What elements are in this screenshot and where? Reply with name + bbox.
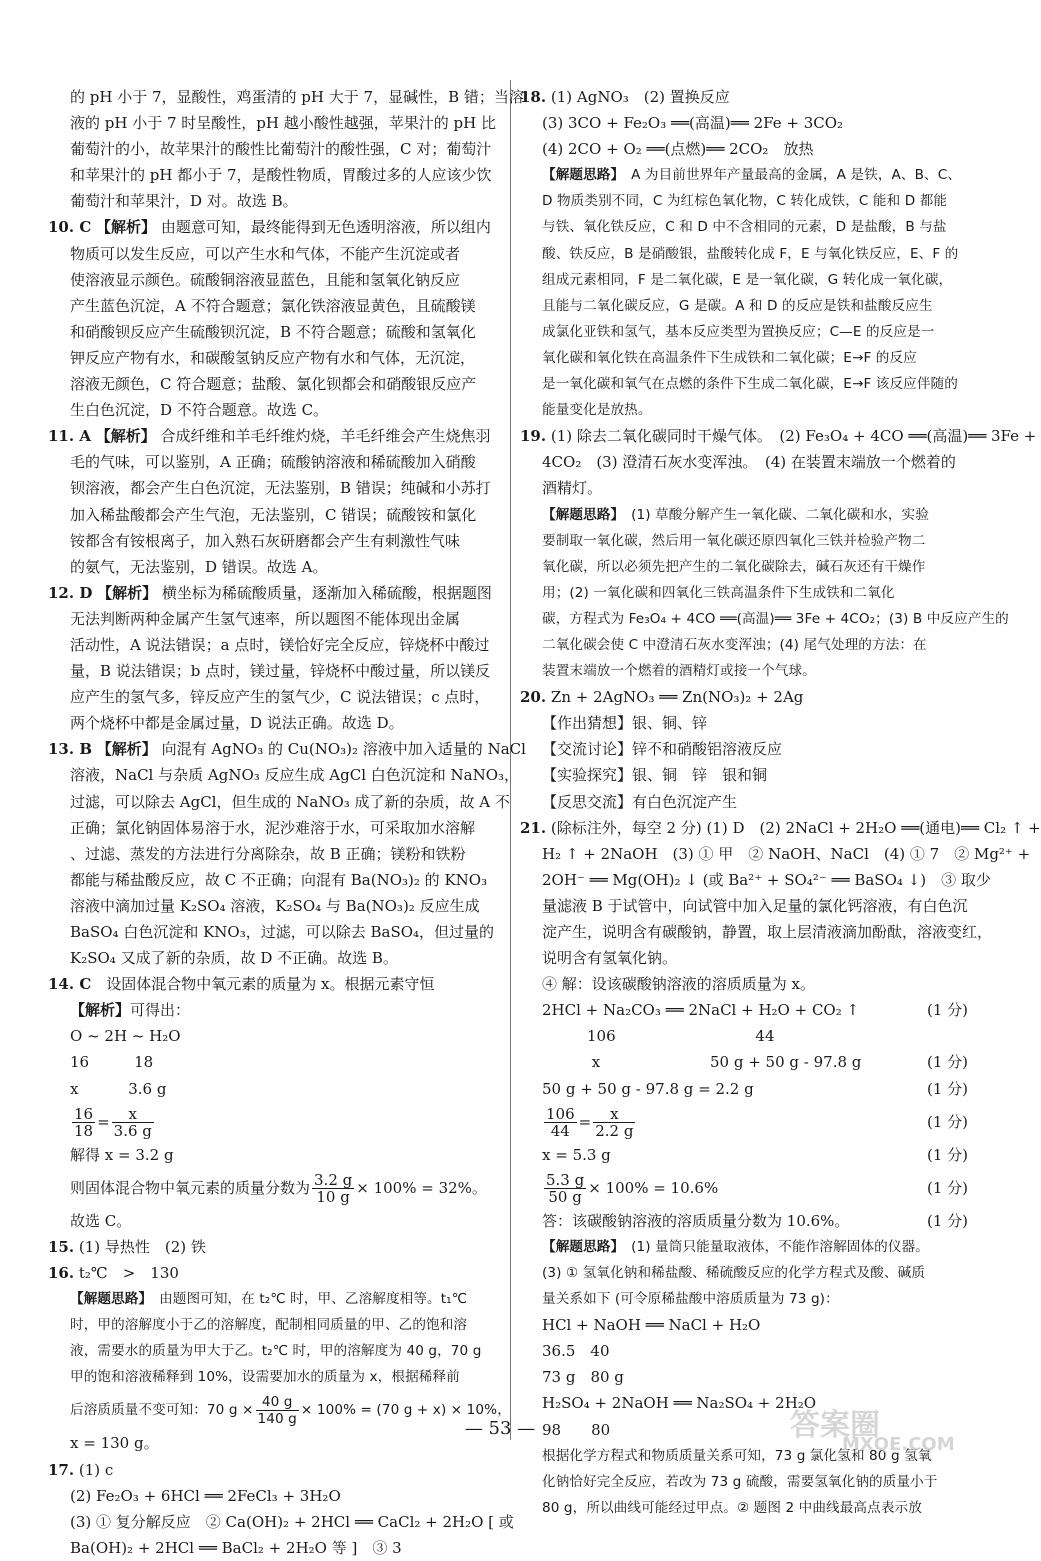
numerator: 40 g: [256, 1394, 299, 1411]
text-line: (3) ① 氢氧化钠和稀盐酸、稀硫酸反应的化学方程式及酸、碱质: [542, 1264, 926, 1281]
score-mark: (1 分): [926, 1145, 968, 1164]
score-mark: (1 分): [926, 1211, 968, 1230]
text-line: 由题图可知，在 t₂℃ 时，甲、乙溶解度相等。t₁℃: [159, 1291, 468, 1308]
denominator: 50 g: [548, 1188, 582, 1207]
text-line: 【实验探究】银、铜 锌 银和铜: [542, 766, 768, 785]
text-line: 量，B 说法错误；b 点时，镁过量，锌烧杯中酸过量，所以镁反: [70, 662, 491, 681]
analysis-tag: 【解析】: [96, 218, 157, 237]
text-line: (1) c: [78, 1460, 114, 1479]
solution-tag: 【解题思路】: [542, 167, 618, 184]
solution-tag: 【解题思路】: [542, 506, 618, 523]
fraction: [593, 1106, 635, 1139]
text-line: 后溶质质量不变可知：70 g ×: [70, 1402, 254, 1419]
text-line: 【反思交流】有白色沉淀产生: [542, 792, 738, 811]
text-line: 故选 C。: [70, 1211, 132, 1230]
text-line: 根据化学方程式和物质质量关系可知，73 g 氯化氢和 80 g 氢氧: [542, 1447, 932, 1464]
text-line: 可得出：: [130, 1001, 191, 1020]
left-column: [48, 84, 526, 1561]
text-line: × 100% = 32%。: [356, 1178, 487, 1197]
text-line: 解得 x = 3.2 g: [70, 1145, 174, 1164]
calc-row: [520, 997, 972, 1023]
text-line: 液的 pH 小于 7 时呈酸性，pH 越小酸性越强，苹果汁的 pH 比: [70, 114, 496, 133]
text-line: 、过滤、蒸发的方法进行分离除杂，故 B 正确；镁粉和铁粉: [70, 844, 466, 863]
question-number: 15.: [48, 1237, 75, 1256]
text-line: (除标注外，每空 2 分) (1) D (2) 2NaCl + 2H₂O ══(通电)══ Cl₂ ↑ +: [550, 818, 1041, 837]
text-line: 的 pH 小于 7，显酸性，鸡蛋清的 pH 大于 7，显碱性，B 错；当溶: [70, 88, 524, 106]
text-line: 80 g，所以曲线可能经过甲点。② 题图 2 中曲线最高点表示放: [542, 1499, 922, 1516]
text-line: 化钠恰好完全反应，若改为 73 g 硫酸，需要氢氧化钠的质量小于: [542, 1473, 938, 1490]
text-line: 过滤，可以除去 AgCl，但生成的 NaNO₃ 成了新的杂质，故 A 不: [70, 792, 510, 811]
score-mark: (1 分): [926, 1053, 968, 1072]
percentage-equation: [520, 1168, 972, 1208]
question-12: [48, 580, 500, 737]
text-line: 的氨气，无法鉴别，D 错误。故选 A。: [70, 557, 328, 576]
text-line: 都能与稀盐酸反应，故 C 不正确；向混有 Ba(NO₃)₂ 的 KNO₃: [70, 870, 488, 889]
watermark-logo: 答案圈: [790, 1408, 880, 1443]
text-line: 应产生的氢气多，锌反应产生的氢气少，C 说法错误；c 点时，: [70, 688, 490, 707]
q9-continuation: [48, 84, 524, 214]
text-line: 要制取一氧化碳，然后用一氧化碳还原四氧化三铁并检验产物二: [542, 532, 926, 549]
text-line: 钾反应产物有水，和碳酸氢钠反应产物有水和气体，无沉淀，: [70, 348, 476, 367]
page-number: — 53 —: [464, 1418, 536, 1439]
text-line: (1) 导热性 (2) 铁: [78, 1237, 206, 1256]
fraction: [72, 1106, 95, 1139]
question-number: 14. C: [48, 975, 92, 994]
solution-tag: 【解题思路】: [542, 1238, 618, 1255]
right-column: [520, 84, 1041, 1521]
equation-line: 36.5 40: [542, 1342, 610, 1361]
text-line: 答：该碳酸钠溶液的溶质质量分数为 10.6%。: [542, 1211, 850, 1230]
proportion-equation: $\frac{106}{44}$ = $\frac{x}{2.2 g}$ (1 分): [520, 1102, 972, 1142]
question-10: [48, 214, 500, 423]
analysis-tag: 【解析】: [97, 583, 158, 602]
proportion-equation: $\frac{16}{18}$ = $\frac{x}{3.6 g}$: [74, 1105, 152, 1141]
text-line: 能量变化是放热。: [542, 402, 652, 419]
calc-row: [520, 1076, 972, 1102]
score-mark: (1 分): [926, 1112, 968, 1131]
text-line: (3) ① 复分解反应 ② Ca(OH)₂ + 2HCl ══ CaCl₂ + 2H₂O [ 或: [70, 1512, 514, 1531]
equation-line: 16 18: [70, 1053, 154, 1072]
denominator: 3.6 g: [113, 1122, 152, 1141]
text-line: × 100% = 10.6%: [588, 1178, 719, 1197]
text-line: 使溶液显示颜色。硫酸铜溶液显蓝色，且能和氢氧化钠反应: [70, 270, 461, 289]
denominator: 2.2 g: [595, 1122, 634, 1141]
text-line: 组成元素相同，F 是二氧化碳，E 是一氧化碳，G 转化成一氧化碳，: [542, 271, 953, 288]
text-line: 两个烧杯中都是金属过量，D 说法正确。故选 D。: [70, 714, 404, 733]
text-line: 合成纤维和羊毛纤维灼烧，羊毛纤维会产生烧焦羽: [160, 427, 491, 446]
text-line: A 为目前世界年产量最高的金属，A 是铁，A、B、C、: [631, 167, 962, 184]
question-number: 18.: [520, 88, 547, 106]
question-number: 11. A: [48, 427, 91, 446]
question-number: 17.: [48, 1460, 75, 1479]
text-line: 横坐标为稀硫酸质量，逐渐加入稀硫酸，根据题图: [161, 583, 492, 602]
text-line: 时，甲的溶解度小于乙的溶解度，配制相同质量的甲、乙的饱和溶: [70, 1317, 468, 1334]
analysis-tag: 【解析】: [70, 1001, 131, 1020]
calc-row: [520, 1049, 972, 1075]
equation-line: 106 44: [542, 1027, 775, 1046]
calc-row: [520, 1023, 972, 1049]
text-line: 【交流讨论】锌不和硝酸铝溶液反应: [542, 740, 783, 759]
text-line: 【作出猜想】银、铜、锌: [542, 714, 708, 733]
text-line: x = 130 g。: [70, 1434, 159, 1453]
watermark-url: MXQE.COM: [842, 1434, 955, 1455]
text-line: 由题意可知，最终能得到无色透明溶液，所以组内: [160, 218, 491, 237]
text-line: t₂℃ > 130: [78, 1263, 179, 1282]
question-number: 20.: [520, 688, 547, 707]
fraction: [312, 1172, 354, 1205]
text-line: (1) 草酸分解产生一氧化碳、二氧化碳和水，实验: [631, 506, 929, 523]
numerator: 16: [74, 1105, 94, 1124]
text-line: H₂ ↑ + 2NaOH (3) ① 甲 ② NaOH、NaCl (4) ① 7 ② Mg²⁺ +: [542, 844, 1031, 863]
text-line: 向混有 AgNO₃ 的 Cu(NO₃)₂ 溶液中加入适量的 NaCl: [161, 740, 526, 759]
text-line: 碳，方程式为 Fe₃O₄ + 4CO ══(高温)══ 3Fe + 4CO₂；(3) B 中反应产生的: [542, 610, 1009, 627]
text-line: 是一氧化碳和氧气在点燃的条件下生成二氧化碳，E→F 该反应伴随的: [542, 376, 958, 393]
denominator: 10 g: [316, 1188, 350, 1207]
text-line: 葡萄汁和苹果汁，D 对。故选 B。: [70, 192, 298, 211]
text-line: 葡萄汁的小，故苹果汁的酸性比葡萄汁的酸性强，C 对；葡萄汁: [70, 140, 492, 159]
text-line: 装置末端放一个燃着的酒精灯或接一个气球。: [542, 663, 816, 680]
numerator: 5.3 g: [546, 1171, 585, 1190]
text-line: 正确；氯化钠固体易溶于水，泥沙难溶于水，可采取加水溶解: [70, 818, 476, 837]
numerator: x: [112, 1106, 154, 1123]
equation-line: 50 g + 50 g - 97.8 g = 2.2 g: [542, 1079, 754, 1098]
text-line: K₂SO₄ 又成了新的杂质，故 D 不正确。故选 B。: [70, 949, 398, 968]
denominator: 44: [550, 1122, 570, 1141]
text-line: × 100% = (70 g + x) × 10%，: [300, 1402, 511, 1419]
analysis-tag: 【解析】: [95, 427, 156, 446]
text-line: (1) 除去二氧化碳同时干燥气体。 (2) Fe₃O₄ + 4CO ══(高温)══ 3Fe +: [550, 427, 1037, 446]
text-line: 溶液无颜色，C 符合题意；盐酸、氯化钡都会和硝酸银反应产: [70, 375, 477, 394]
text-line: 和苹果汁的 pH 都小于 7，是酸性物质，胃酸过多的人应该少饮: [70, 166, 492, 185]
equation-line: Zn + 2AgNO₃ ══ Zn(NO₃)₂ + 2Ag: [550, 688, 804, 707]
text-line: ④ 解：设该碳酸钠溶液的溶质质量为 x。: [542, 975, 815, 994]
text-line: 设固体混合物中氧元素的质量为 x。根据元素守恒: [106, 975, 435, 994]
text-line: 4CO₂ (3) 澄清石灰水变浑浊。 (4) 在装置末端放一个燃着的: [542, 453, 956, 472]
equation-line: x = 5.3 g: [542, 1145, 611, 1164]
equation-line: (3) 3CO + Fe₂O₃ ══(高温)══ 2Fe + 3CO₂: [542, 114, 844, 133]
text-line: 酸、铁反应，B 是硝酸银，盐酸转化成 F，E 与氧化铁反应，E、F 的: [542, 245, 959, 262]
question-15: [48, 1234, 500, 1260]
question-number: 13. B: [48, 740, 92, 759]
equation-line: (4) 2CO + O₂ ══(点燃)══ 2CO₂ 放热: [542, 140, 814, 159]
question-21: [520, 815, 1041, 1521]
question-17: [48, 1457, 514, 1561]
text-line: D 物质类别不同，C 为红棕色氧化物，C 转化成铁，C 能和 D 都能: [542, 193, 948, 210]
denominator: 140 g: [257, 1410, 297, 1427]
fraction: [112, 1106, 154, 1139]
text-line: 二氧化碳会使 C 中澄清石灰水变浑浊；(4) 尾气处理的方法：在: [542, 636, 927, 653]
calc-row: [520, 1142, 972, 1168]
text-line: 物质可以发生反应，可以产生水和气体，不能产生沉淀或者: [70, 244, 461, 263]
score-mark: (1 分): [926, 1079, 968, 1098]
text-line: Ba(OH)₂ + 2HCl ══ BaCl₂ + 2H₂O 等 ] ③ 3: [70, 1538, 402, 1557]
percentage-equation: [48, 1168, 500, 1208]
equation-line: 73 g 80 g: [542, 1368, 624, 1387]
text-line: 液，需要水的质量为甲大于乙。t₂℃ 时，甲的溶解度为 40 g，70 g: [70, 1343, 482, 1360]
text-line: 与铁、氧化铁反应，C 和 D 中不含相同的元素，D 是盐酸，B 与盐: [542, 219, 947, 236]
text-line: 淀产生，说明含有碳酸钠，静置，取上层清液滴加酚酞，溶液变红，: [542, 923, 993, 941]
text-line: 甲的饱和溶液稀释到 10%，设需要加水的质量为 x，根据稀释前: [70, 1369, 460, 1386]
question-number: 21.: [520, 818, 547, 837]
text-line: 和硝酸钡反应产生硫酸钡沉淀，B 不符合题意；硫酸和氢氧化: [70, 322, 476, 341]
text-line: 2OH⁻ ══ Mg(OH)₂ ↓ (或 Ba²⁺ + SO₄²⁻ ══ BaSO₄ ↓) ③ 取少: [542, 870, 991, 889]
text-line: BaSO₄ 白色沉淀和 KNO₃，过滤，可以除去 BaSO₄，但过量的: [70, 923, 495, 941]
equation-line: x 50 g + 50 g - 97.8 g: [542, 1053, 862, 1072]
score-mark: (1 分): [926, 1001, 968, 1020]
text-line: 说明含有氢氧化钠。: [542, 949, 678, 968]
fraction: [544, 1172, 586, 1205]
text-line: 且能与二氧化碳反应，G 是碳。A 和 D 的反应是铁和盐酸反应生: [542, 297, 933, 314]
score-mark: (1 分): [926, 1178, 968, 1197]
question-19: [520, 423, 1037, 684]
equation-line: x 3.6 g: [70, 1079, 167, 1098]
text-line: 无法判断两种金属产生氢气速率，所以题图不能体现出金属: [70, 609, 461, 628]
text-line: 活动性，A 说法错误；a 点时，镁恰好完全反应，锌烧杯中酸过: [70, 635, 490, 654]
question-13: [48, 736, 526, 971]
text-line: 量关系如下 (可令原稀盐酸中溶质质量为 73 g)：: [542, 1291, 839, 1308]
equation-line: HCl + NaOH ══ NaCl + H₂O: [542, 1316, 761, 1335]
question-18: [520, 84, 972, 423]
text-line: 量滤液 B 于试管中，向试管中加入足量的氯化钙溶液，有白色沉: [542, 896, 968, 915]
text-line: 酒精灯。: [542, 479, 603, 498]
equation-line: 2HCl + Na₂CO₃ ══ 2NaCl + H₂O + CO₂ ↑: [542, 1001, 860, 1020]
text-line: 则固体混合物中氧元素的质量分数为: [70, 1178, 311, 1197]
calc-row: [520, 1208, 972, 1234]
denominator: 18: [74, 1122, 94, 1141]
question-number: 10. C: [48, 218, 92, 237]
text-line: 钡溶液，都会产生白色沉淀，无法鉴别，B 错误；纯碱和小苏打: [70, 479, 491, 498]
question-14: [48, 971, 500, 1234]
question-number: 19.: [520, 427, 547, 446]
equation-line: 98 80: [542, 1420, 611, 1439]
solution-tag: 【解题思路】: [70, 1291, 146, 1308]
text-line: 用；(2) 一氧化碳和四氧化三铁高温条件下生成铁和二氧化: [542, 584, 895, 601]
fraction: [544, 1106, 577, 1139]
question-number: 12. D: [48, 583, 93, 602]
text-line: (1) AgNO₃ (2) 置换反应: [550, 88, 730, 106]
analysis-tag: 【解析】: [96, 740, 157, 759]
question-number: 16.: [48, 1263, 75, 1282]
text-line: 毛的气味，可以鉴别，A 正确；硫酸钠溶液和稀硫酸加入硝酸: [70, 453, 476, 472]
question-11: [48, 423, 500, 580]
column-divider: [510, 80, 511, 1440]
text-line: 氧化碳，所以必须先把产生的二氧化碳除去，碱石灰还有干燥作: [542, 558, 926, 575]
equation-line: H₂SO₄ + 2NaOH ══ Na₂SO₄ + 2H₂O: [542, 1394, 817, 1413]
numerator: 3.2 g: [314, 1171, 353, 1190]
question-20: [520, 684, 972, 814]
text-line: 成氯化亚铁和氢气，基本反应类型为置换反应；C—E 的反应是一: [542, 323, 935, 340]
equation-line: O ~ 2H ~ H₂O: [70, 1027, 181, 1046]
text-line: 生白色沉淀，D 不符合题意。故选 C。: [70, 401, 329, 420]
text-line: 氧化碳和氧化铁在高温条件下生成铁和二氧化碳；E→F 的反应: [542, 349, 917, 366]
text-line: 产生蓝色沉淀，A 不符合题意；氯化铁溶液显黄色，且硫酸镁: [70, 296, 476, 315]
text-line: 铵都含有铵根离子，加入熟石灰研磨都会产生有刺激性气味: [70, 531, 461, 550]
numerator: 106: [546, 1105, 575, 1124]
text-line: (1) 量筒只能量取液体，不能作溶解固体的仪器。: [631, 1238, 929, 1255]
text-line: (2) Fe₂O₃ + 6HCl ══ 2FeCl₃ + 3H₂O: [70, 1486, 341, 1505]
text-line: 溶液中滴加过量 K₂SO₄ 溶液，K₂SO₄ 与 Ba(NO₃)₂ 反应生成: [70, 896, 480, 915]
text-line: 加入稀盐酸都会产生气泡，无法鉴别，C 错误；硫酸铵和氯化: [70, 505, 477, 524]
numerator: x: [593, 1106, 635, 1123]
text-line: 溶液，NaCl 与杂质 AgNO₃ 反应生成 AgCl 白色沉淀和 NaNO₃，: [70, 766, 520, 785]
